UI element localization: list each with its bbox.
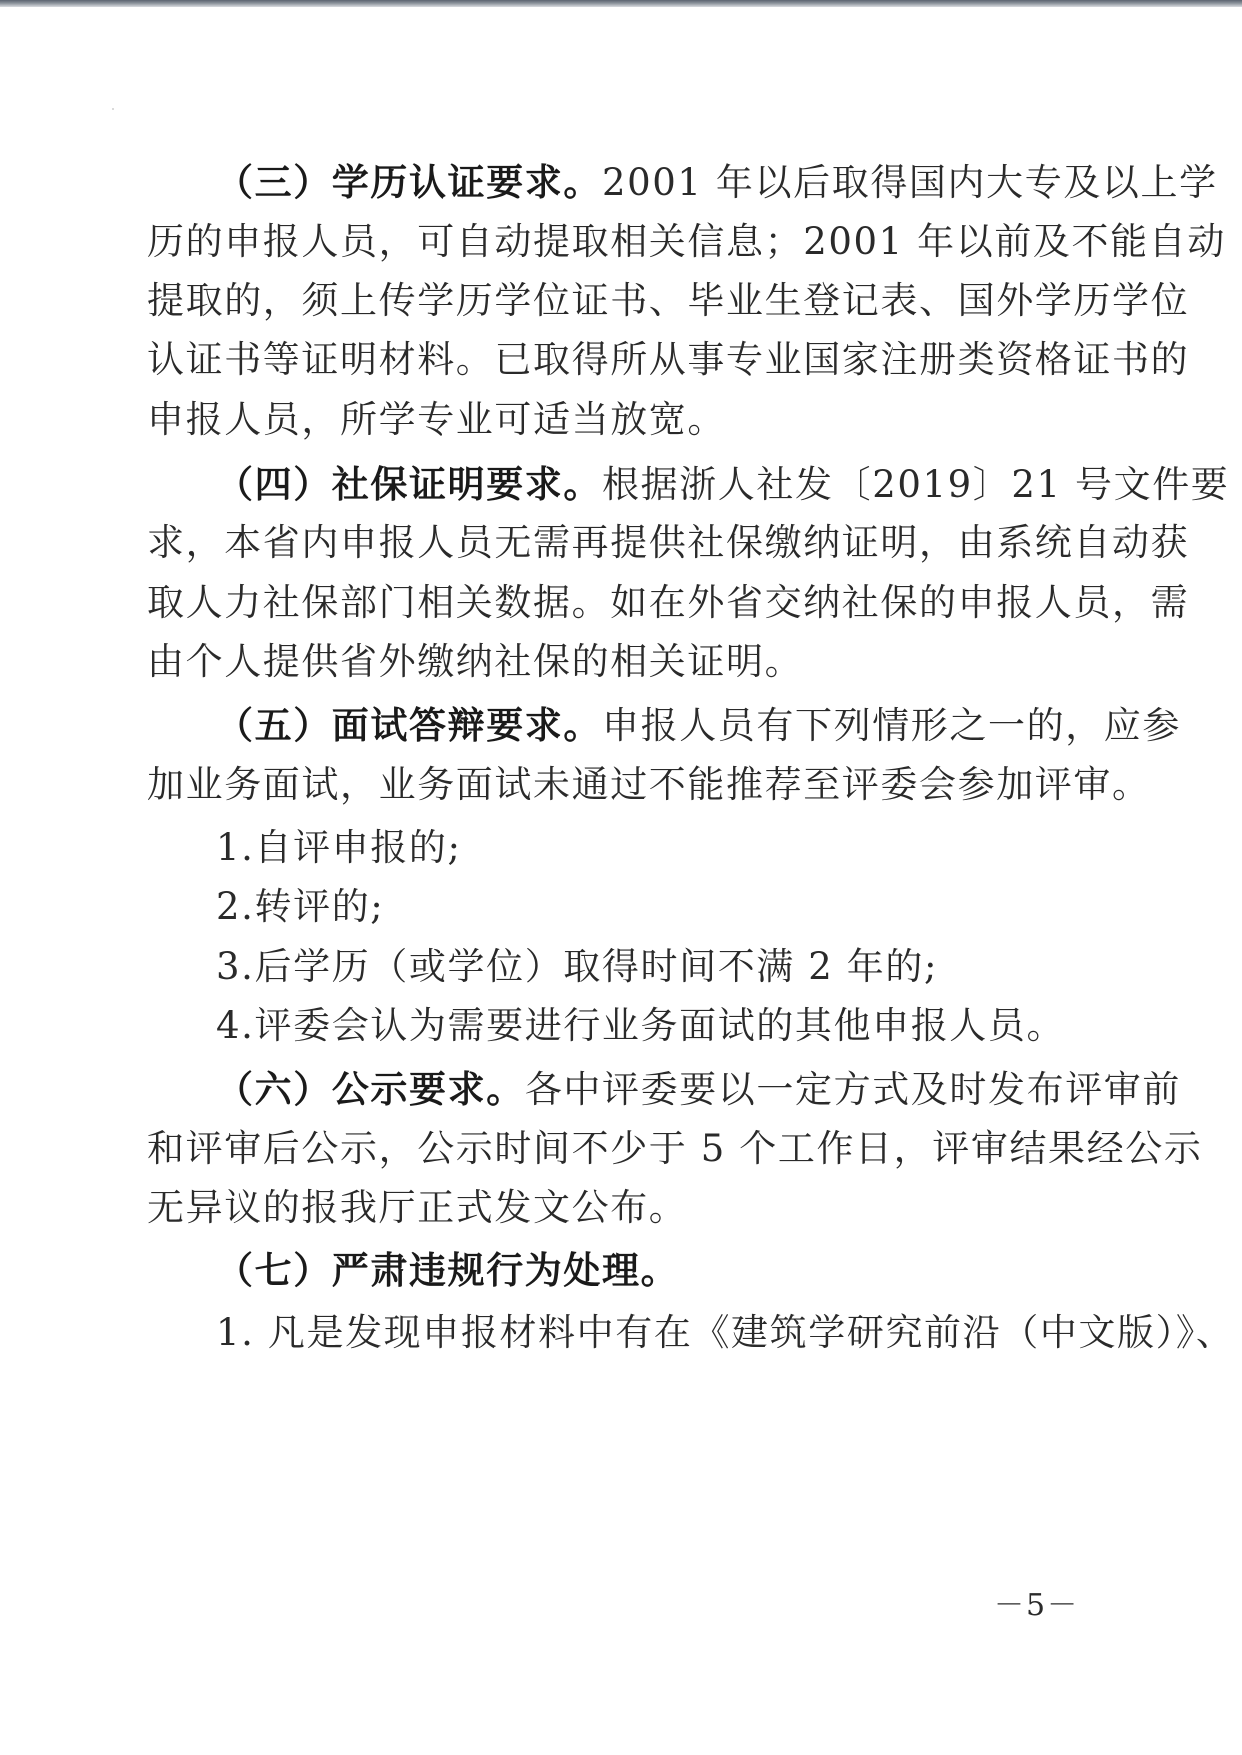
para-6-heading: （六）公示要求。: [216, 1067, 525, 1111]
para-4-line-3: [147, 583, 1189, 623]
page-number: －5－: [994, 1588, 1080, 1623]
para-3-text: 2001 年以后取得国内大专及以上学: [602, 161, 1218, 204]
para-4-line-1: [216, 464, 1229, 504]
para-6-line-1: [216, 1069, 1181, 1109]
para-3-line-3: [147, 281, 1189, 321]
para-4-line-2: [147, 523, 1189, 563]
line-text: 无异议的报我厅正式发文公布。: [147, 1186, 688, 1229]
line-text: 4.评委会认为需要进行业务面试的其他申报人员。: [216, 1004, 1066, 1047]
para-7-heading: （七）严肃违规行为处理。: [216, 1248, 680, 1292]
line-text: 历的申报人员，可自动提取相关信息；2001 年以前及不能自动: [147, 220, 1226, 263]
line-text: 3.后学历（或学位）取得时间不满 2 年的;: [216, 945, 939, 988]
line-text: 由个人提供省外缴纳社保的相关证明。: [147, 640, 804, 683]
para-3-heading: （三）学历认证要求。: [216, 160, 602, 204]
para-7-item-1: [216, 1313, 1234, 1353]
para-4-line-4: [147, 642, 803, 682]
para-3-line-2: [147, 222, 1226, 262]
line-text: 求，本省内申报人员无需再提供社保缴纳证明，由系统自动获: [147, 521, 1190, 564]
line-text: 提取的，须上传学历学位证书、毕业生登记表、国外学历学位: [147, 279, 1190, 322]
para-5-line-2: [147, 765, 1151, 805]
list-item-2: [216, 887, 384, 927]
line-text: 1.自评申报的;: [216, 826, 462, 869]
para-7-line-1: [216, 1250, 679, 1290]
para-5-heading: （五）面试答辩要求。: [216, 703, 602, 747]
para-6-line-3: [147, 1188, 687, 1228]
line-text: 和评审后公示，公示时间不少于 5 个工作日，评审结果经公示: [147, 1127, 1203, 1170]
line-text: 1. 凡是发现申报材料中有在《建筑学研究前沿（中文版）》、: [216, 1311, 1235, 1354]
list-item-3: [216, 947, 938, 987]
line-text: 申报人员，所学专业可适当放宽。: [147, 398, 726, 441]
line-text: 2.转评的;: [216, 885, 385, 928]
para-6-line-2: [147, 1129, 1202, 1169]
para-3-line-5: [147, 400, 726, 440]
para-3-line-4: [147, 340, 1189, 380]
list-item-4: [216, 1006, 1065, 1046]
para-6-text: 各中评委要以一定方式及时发布评审前: [524, 1068, 1182, 1111]
line-text: 认证书等证明材料。已取得所从事专业国家注册类资格证书的: [147, 338, 1190, 381]
line-text: 加业务面试，业务面试未通过不能推荐至评委会参加评审。: [147, 763, 1151, 806]
para-5-line-1: [216, 705, 1181, 745]
list-item-1: [216, 828, 462, 868]
line-text: 取人力社保部门相关数据。如在外省交纳社保的申报人员，需: [147, 581, 1190, 624]
para-3-line-1: [216, 162, 1218, 202]
para-4-heading: （四）社保证明要求。: [216, 462, 602, 506]
para-5-text: 申报人员有下列情形之一的，应参: [602, 704, 1181, 747]
para-4-text: 根据浙人社发〔2019〕21 号文件要: [602, 463, 1230, 506]
